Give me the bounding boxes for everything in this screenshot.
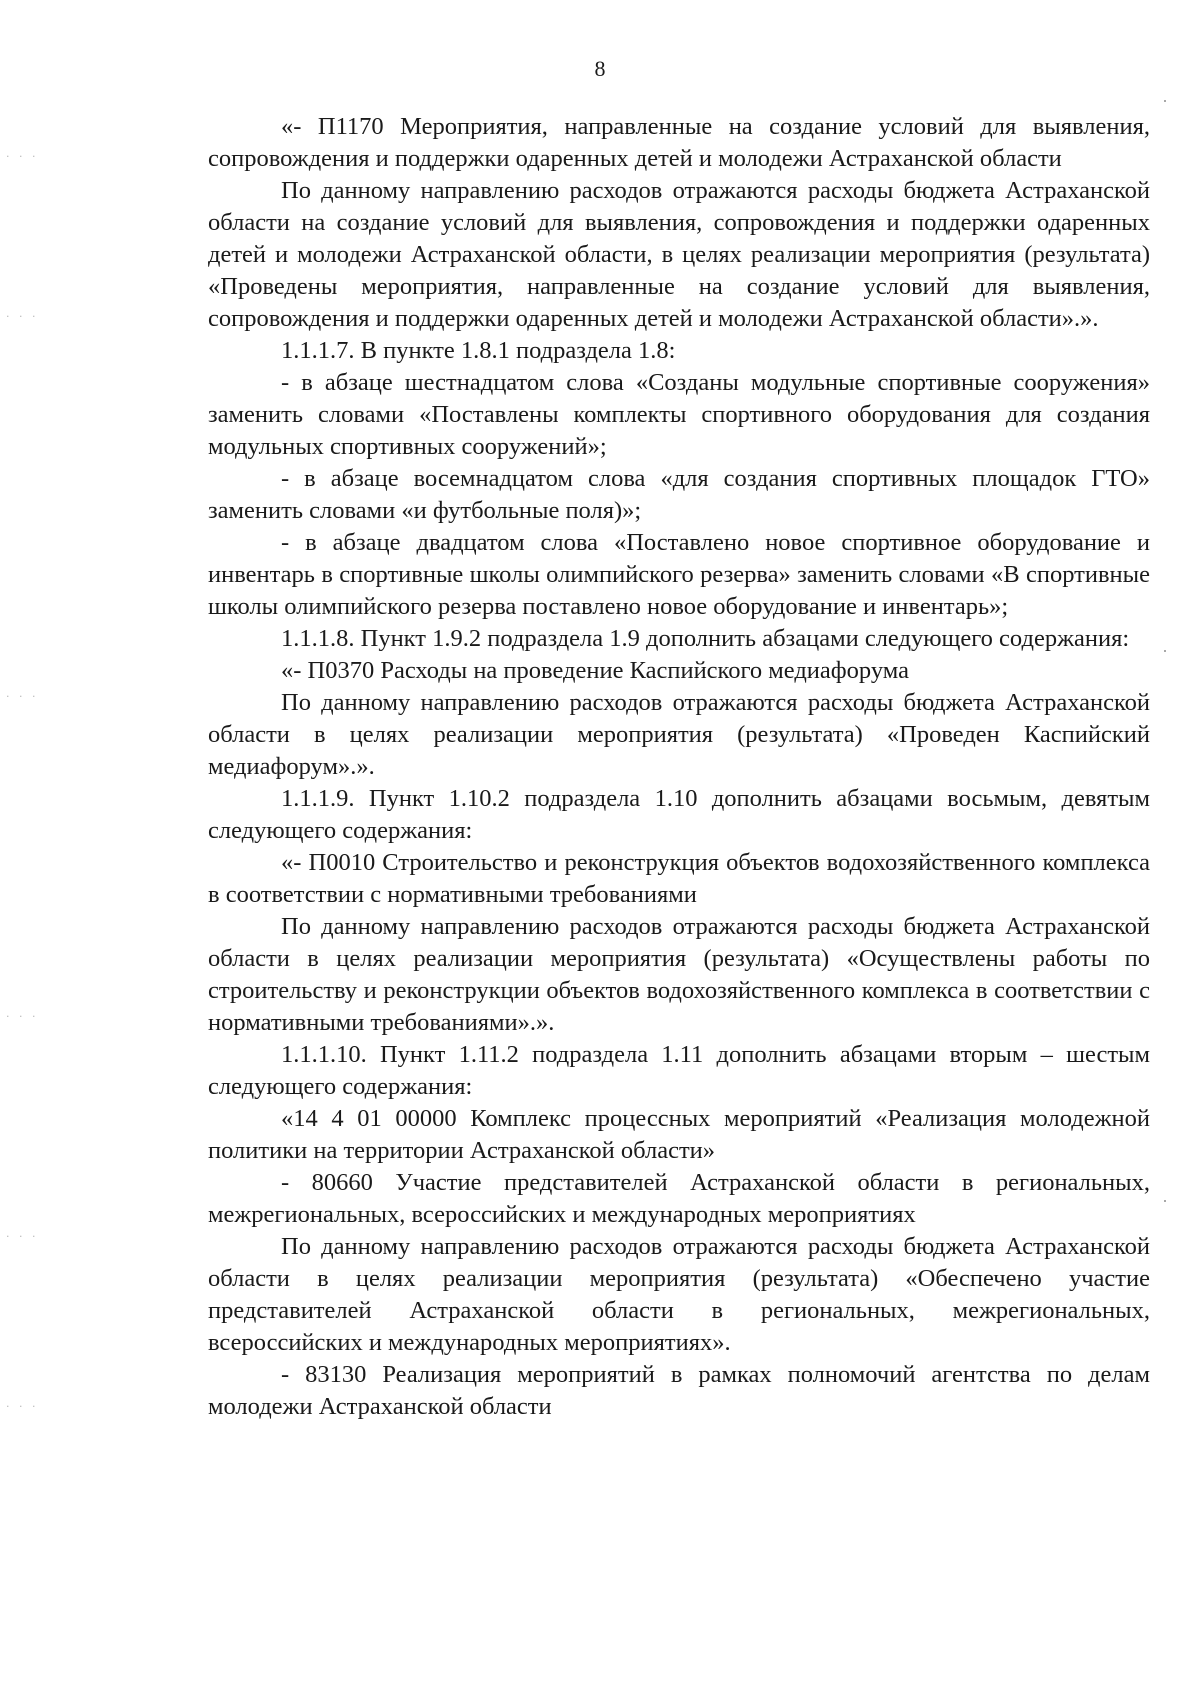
page-number: 8 bbox=[594, 56, 606, 81]
scan-artifact: · · · bbox=[6, 690, 39, 703]
paragraph: «14 4 01 00000 Комплекс процессных мероприятий «Реализация молодежной политики на территории Астраханской области» bbox=[208, 1105, 1150, 1164]
scan-artifact: · · · bbox=[6, 1400, 39, 1413]
paragraph: 1.1.1.10. Пункт 1.11.2 подраздела 1.11 дополнить абзацами вторым – шестым следующего содержания: bbox=[208, 1041, 1150, 1100]
paragraph: «- П0010 Строительство и реконструкция объектов водохозяйственного комплекса в соответствии с нормативными требованиями bbox=[208, 849, 1150, 908]
paragraph: - в абзаце восемнадцатом слова «для создания спортивных площадок ГТО» заменить словами «и футбольные поля)»; bbox=[208, 465, 1150, 524]
paragraph: 1.1.1.8. Пункт 1.9.2 подраздела 1.9 дополнить абзацами следующего содержания: bbox=[281, 625, 1130, 652]
scan-artifact: · · · bbox=[6, 150, 39, 163]
paragraph: «- П0370 Расходы на проведение Каспийского медиафорума bbox=[281, 657, 909, 684]
document-body bbox=[208, 111, 1150, 1423]
scan-dot bbox=[1164, 650, 1166, 652]
scan-artifact: · · · bbox=[6, 1230, 39, 1243]
scan-dot bbox=[1164, 1200, 1166, 1202]
scan-dot bbox=[1164, 100, 1166, 102]
scan-artifact: · · · bbox=[6, 310, 39, 323]
paragraph: - 83130 Реализация мероприятий в рамках полномочий агентства по делам молодежи Астраханской области bbox=[208, 1361, 1150, 1420]
paragraph: «- П1170 Мероприятия, направленные на создание условий для выявления, сопровождения и поддержки одаренных детей и молодежи Астраханской области bbox=[208, 113, 1150, 172]
paragraph: - 80660 Участие представителей Астраханской области в региональных, межрегиональных, всероссийских и международных мероприятиях bbox=[208, 1169, 1150, 1228]
paragraph: По данному направлению расходов отражаются расходы бюджета Астраханской области в целях реализации мероприятия (результата) «Обеспечено участие представителей Астраханской области в региональных, межрегиональных, всероссийских и международных мероприятиях». bbox=[208, 1233, 1150, 1356]
paragraph: - в абзаце шестнадцатом слова «Созданы модульные спортивные сооружения» заменить словами «Поставлены комплекты спортивного оборудования для создания модульных спортивных сооружений»; bbox=[208, 369, 1150, 460]
paragraph: По данному направлению расходов отражаются расходы бюджета Астраханской области в целях реализации мероприятия (результата) «Проведен Каспийский медиафорум».». bbox=[208, 689, 1150, 780]
paragraph: - в абзаце двадцатом слова «Поставлено новое спортивное оборудование и инвентарь в спортивные школы олимпийского резерва» заменить словами «В спортивные школы олимпийского резерва поставлено новое оборудование и инвентарь»; bbox=[208, 529, 1150, 620]
scan-artifact: · · · bbox=[6, 1010, 39, 1023]
paragraph: 1.1.1.9. Пункт 1.10.2 подраздела 1.10 дополнить абзацами восьмым, девятым следующего содержания: bbox=[208, 785, 1150, 844]
paragraph: По данному направлению расходов отражаются расходы бюджета Астраханской области в целях реализации мероприятия (результата) «Осуществлены работы по строительству и реконструкции объектов водохозяйственного комплекса в соответствии с нормативными требованиями».». bbox=[208, 913, 1150, 1036]
paragraph: По данному направлению расходов отражаются расходы бюджета Астраханской области на создание условий для выявления, сопровождения и поддержки одаренных детей и молодежи Астраханской области, в целях реализации мероприятия (результата) «Проведены мероприятия, направленные на создание условий для выявления, сопровождения и поддержки одаренных детей и молодежи Астраханской области».». bbox=[208, 177, 1150, 332]
paragraph: 1.1.1.7. В пункте 1.8.1 подраздела 1.8: bbox=[281, 337, 676, 364]
